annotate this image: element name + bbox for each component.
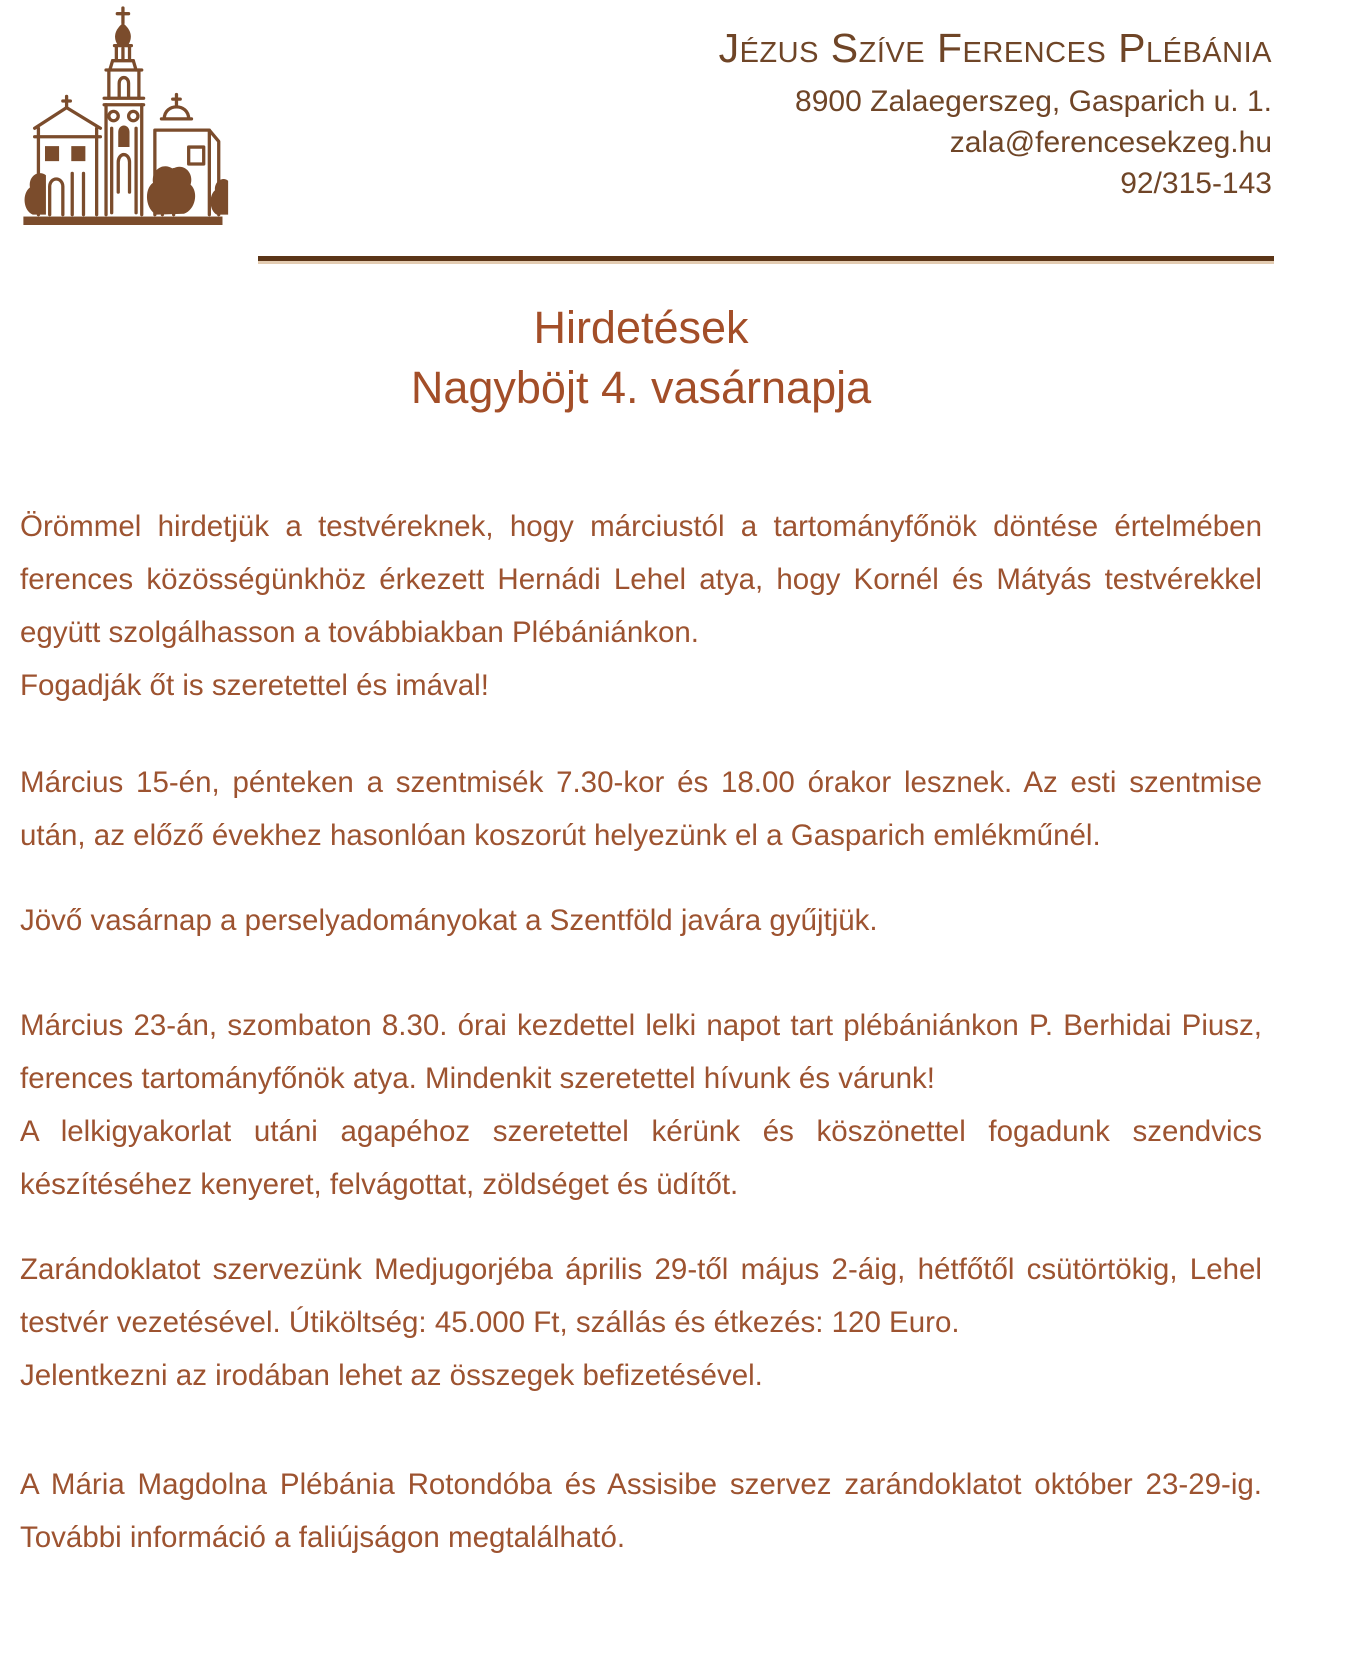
- org-contact-block: [719, 24, 1272, 204]
- announcement-block-1: [20, 500, 1262, 712]
- announcement-body: [20, 500, 1262, 1564]
- org-name: Jézus Szíve Ferences Plébánia: [718, 25, 1272, 71]
- org-address: 8900 Zalaegerszeg, Gasparich u. 1.: [795, 85, 1272, 119]
- paragraph: Zarándoklatot szervezünk Medjugorjéba április 29-től május 2-áig, hétfőtől csütörtökig, Lehel testvér vezetésével. Útiköltség: 45.000 Ft, szállás és étkezés: 120 Euro.: [20, 1253, 1262, 1339]
- paragraph: Örömmel hirdetjük a testvéreknek, hogy márciustól a tartományfőnök döntése értelmében ferences közösségünkhöz érkezett Hernádi Lehel atya, hogy Kornél és Mátyás testvérekkel együtt szolgálhasson a továbbiakban Plébániánkon.: [20, 510, 1262, 649]
- announcement-block-4: [20, 999, 1262, 1211]
- logo-ground: [23, 217, 222, 225]
- announcement-block-6: [20, 1458, 1262, 1564]
- paragraph: Március 15-én, pénteken a szentmisék 7.30-kor és 18.00 órakor lesznek. Az esti szentmise után, az előző évekhez hasonlóan koszorút helyezünk el a Gasparich emlékműnél.: [20, 766, 1262, 852]
- paragraph: Jövő vasárnap a perselyadományokat a Szentföld javára gyűjtjük.: [20, 904, 878, 937]
- paragraph: Március 23-án, szombaton 8.30. órai kezdettel lelki napot tart plébániánkon P. Berhidai Piusz, ferences tartományfőnök atya. Mindenkit szeretettel hívunk és várunk!: [20, 1009, 1262, 1095]
- announcement-block-2: [20, 756, 1262, 862]
- org-phone: 92/315-143: [1120, 167, 1272, 201]
- letterhead: [0, 0, 1358, 232]
- paragraph: Jelentkezni az irodában lehet az összegek befizetésével.: [20, 1359, 763, 1392]
- paragraph: Fogadják őt is szeretettel és imával!: [20, 669, 489, 702]
- paragraph: A Mária Magdolna Plébánia Rotondóba és Assisibe szervez zarándoklatot október 23-29-ig. További információ a faliújságon megtalálható.: [20, 1468, 1262, 1554]
- announcement-main: [0, 302, 1358, 1564]
- announcement-block-5: [20, 1243, 1262, 1402]
- org-email: zala@ferencesekzeg.hu: [949, 126, 1272, 160]
- paragraph: A lelkigyakorlat utáni agapéhoz szeretettel kérünk és köszönettel fogadunk szendvics készítéséhez kenyeret, felvágottat, zöldséget és üdítőt.: [20, 1115, 1262, 1201]
- header-rule: [258, 256, 1274, 264]
- announcement-block-3: [20, 894, 1262, 947]
- church-logo-icon: [14, 4, 230, 230]
- page-subtitle: Nagyböjt 4. vasárnapja: [410, 362, 872, 413]
- page-title: Hirdetések: [533, 302, 749, 353]
